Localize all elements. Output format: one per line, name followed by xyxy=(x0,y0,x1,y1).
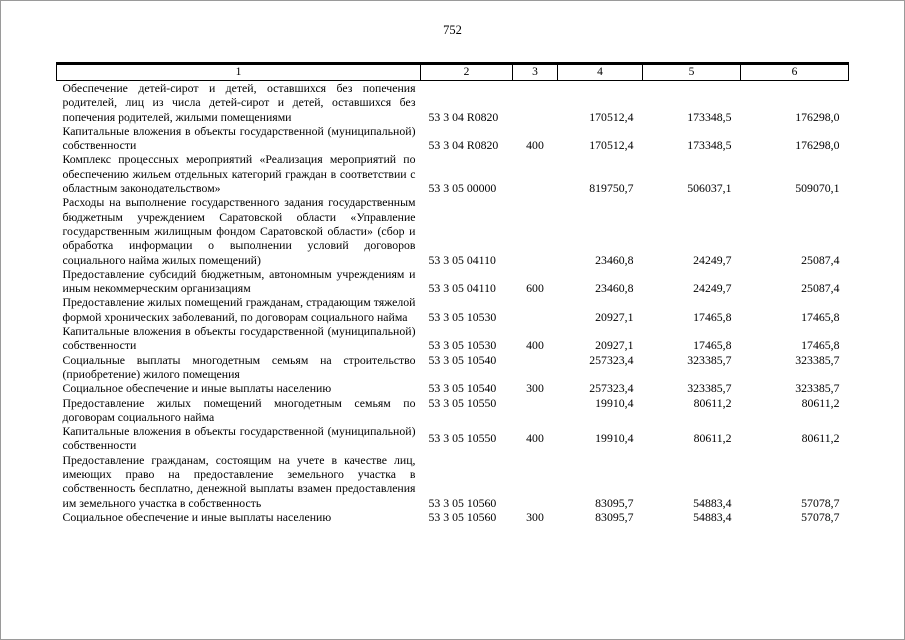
row-group-cell: 400 xyxy=(526,138,544,153)
row-group-cell xyxy=(513,195,558,266)
row-amount-cell-2: 17465,8 xyxy=(693,309,732,324)
column-header-2: 2 xyxy=(421,64,513,81)
row-amount-cell-1: 83095,7 xyxy=(595,509,634,524)
row-title-cell: Капитальные вложения в объекты государственной (муниципальной) собственности xyxy=(62,123,416,153)
table-row xyxy=(57,396,849,425)
table-header xyxy=(57,64,849,81)
page-number: 752 xyxy=(443,23,462,37)
row-title-cell: Предоставление жилых помещений многодетным семьям по договорам социального найма xyxy=(62,395,416,424)
row-title-cell: Социальное обеспечение и иные выплаты населению xyxy=(62,509,332,524)
row-amount-cell-3: 176298,0 xyxy=(795,138,840,153)
row-amount-cell-3: 323385,7 xyxy=(795,352,840,367)
column-header-5: 5 xyxy=(643,64,741,81)
row-amount-cell-3: 17465,8 xyxy=(801,309,840,324)
row-amount-cell-3: 57078,7 xyxy=(801,495,840,510)
row-title-cell: Предоставление гражданам, состоящим на учете в качестве лиц, имеющих право на предоставление земельного участка в собственность бесплатно, денежной выплаты взамен предоставления им земельного участка в собственность xyxy=(62,452,416,510)
row-group-cell xyxy=(513,453,558,510)
row-amount-cell-3: 25087,4 xyxy=(801,252,840,267)
row-amount-cell-2: 80611,2 xyxy=(693,395,732,410)
row-amount-cell-2: 54883,4 xyxy=(693,495,732,510)
row-amount-cell-3: 509070,1 xyxy=(795,181,840,196)
row-code-cell: 53 3 05 10550 xyxy=(428,431,497,446)
row-group-cell: 300 xyxy=(526,509,544,524)
row-code-cell: 53 3 05 10560 xyxy=(428,509,497,524)
row-group-cell xyxy=(513,152,558,195)
row-title-cell: Капитальные вложения в объекты государственной (муниципальной) собственности xyxy=(62,424,416,453)
column-header-4: 4 xyxy=(558,64,643,81)
budget-table xyxy=(56,62,849,524)
table-row xyxy=(57,295,849,324)
row-amount-cell-1: 19910,4 xyxy=(595,395,634,410)
table-row xyxy=(57,124,849,153)
row-title-cell: Социальные выплаты многодетным семьям на строительство (приобретение) жилого помещения xyxy=(62,352,416,381)
row-code-cell: 53 3 05 10550 xyxy=(428,395,497,410)
row-amount-cell-1: 257323,4 xyxy=(589,352,634,367)
row-code-cell: 53 3 05 04110 xyxy=(428,252,496,267)
row-code-cell: 53 3 05 10530 xyxy=(428,309,497,324)
row-title-cell: Расходы на выполнение государственного задания государственным бюджетным учреждением Саратовской области «Управление государственным жилищным фондом Саратовской области» (сбор и обработка информации о выполнении условий договоров социального найма жилых помещений) xyxy=(62,195,416,267)
row-amount-cell-2: 323385,7 xyxy=(687,381,732,396)
row-amount-cell-3: 57078,7 xyxy=(801,509,840,524)
row-code-cell: 53 3 05 00000 xyxy=(428,181,497,196)
row-code-cell: 53 3 04 R0820 xyxy=(428,138,499,153)
row-amount-cell-2: 323385,7 xyxy=(687,352,732,367)
row-group-cell: 400 xyxy=(526,431,544,446)
table-row xyxy=(57,152,849,195)
row-group-cell: 300 xyxy=(526,381,544,396)
table-row xyxy=(57,81,849,124)
row-amount-cell-2: 173348,5 xyxy=(687,138,732,153)
row-amount-cell-2: 173348,5 xyxy=(687,109,732,124)
row-code-cell: 53 3 04 R0820 xyxy=(428,109,499,124)
table-header-row xyxy=(57,64,849,81)
table-row xyxy=(57,324,849,353)
row-amount-cell-1: 170512,4 xyxy=(589,109,634,124)
row-code-cell: 53 3 05 10540 xyxy=(428,381,497,396)
row-amount-cell-3: 323385,7 xyxy=(795,381,840,396)
row-amount-cell-2: 54883,4 xyxy=(693,509,732,524)
row-amount-cell-3: 80611,2 xyxy=(801,395,840,410)
row-group-cell xyxy=(513,396,558,425)
row-group-cell xyxy=(513,353,558,382)
row-amount-cell-1: 20927,1 xyxy=(595,338,634,353)
row-amount-cell-2: 24249,7 xyxy=(693,281,732,296)
row-amount-cell-1: 83095,7 xyxy=(595,495,634,510)
row-amount-cell-3: 25087,4 xyxy=(801,281,840,296)
table-row xyxy=(57,510,849,524)
row-code-cell: 53 3 05 04110 xyxy=(428,281,496,296)
row-amount-cell-3: 176298,0 xyxy=(795,109,840,124)
table-body xyxy=(57,81,849,525)
row-group-cell: 600 xyxy=(526,281,544,296)
row-amount-cell-1: 19910,4 xyxy=(595,431,634,446)
column-header-6: 6 xyxy=(741,64,849,81)
row-amount-cell-2: 17465,8 xyxy=(693,338,732,353)
row-amount-cell-1: 20927,1 xyxy=(595,309,634,324)
row-title-cell: Комплекс процессных мероприятий «Реализация мероприятий по обеспечению жильем отдельных категорий граждан в соответствии с областным законодательством» xyxy=(62,152,416,196)
row-title-cell: Предоставление субсидий бюджетным, автономным учреждениям и иным некоммерческим организациям xyxy=(62,266,416,296)
row-amount-cell-2: 24249,7 xyxy=(693,252,732,267)
table-row xyxy=(57,453,849,510)
row-amount-cell-1: 257323,4 xyxy=(589,381,634,396)
table-row xyxy=(57,353,849,382)
row-title-cell: Социальное обеспечение и иные выплаты населению xyxy=(62,381,332,396)
row-amount-cell-1: 170512,4 xyxy=(589,138,634,153)
row-amount-cell-2: 506037,1 xyxy=(687,181,732,196)
table-row xyxy=(57,424,849,453)
row-amount-cell-3: 17465,8 xyxy=(801,338,840,353)
table-row xyxy=(57,195,849,266)
row-title-cell: Предоставление жилых помещений гражданам, страдающим тяжелой формой хронических заболеваний, по договорам социального найма xyxy=(62,295,416,324)
row-title-cell: Капитальные вложения в объекты государственной (муниципальной) собственности xyxy=(62,324,416,353)
row-code-cell: 53 3 05 10530 xyxy=(428,338,497,353)
row-amount-cell-3: 80611,2 xyxy=(801,431,840,446)
column-header-3: 3 xyxy=(513,64,558,81)
row-code-cell: 53 3 05 10540 xyxy=(428,352,497,367)
row-group-cell xyxy=(513,81,558,124)
row-amount-cell-1: 23460,8 xyxy=(595,252,634,267)
row-code-cell: 53 3 05 10560 xyxy=(428,495,497,510)
row-amount-cell-2: 80611,2 xyxy=(693,431,732,446)
table-row xyxy=(57,381,849,395)
column-header-1: 1 xyxy=(57,64,421,81)
table-row xyxy=(57,267,849,296)
row-group-cell xyxy=(513,295,558,324)
row-group-cell: 400 xyxy=(526,338,544,353)
row-title-cell: Обеспечение детей-сирот и детей, оставшихся без попечения родителей, лиц из числа детей-сирот и детей, оставшихся без попечения родителей, жилыми помещениями xyxy=(62,81,416,124)
row-amount-cell-1: 819750,7 xyxy=(589,181,634,196)
row-amount-cell-1: 23460,8 xyxy=(595,281,634,296)
